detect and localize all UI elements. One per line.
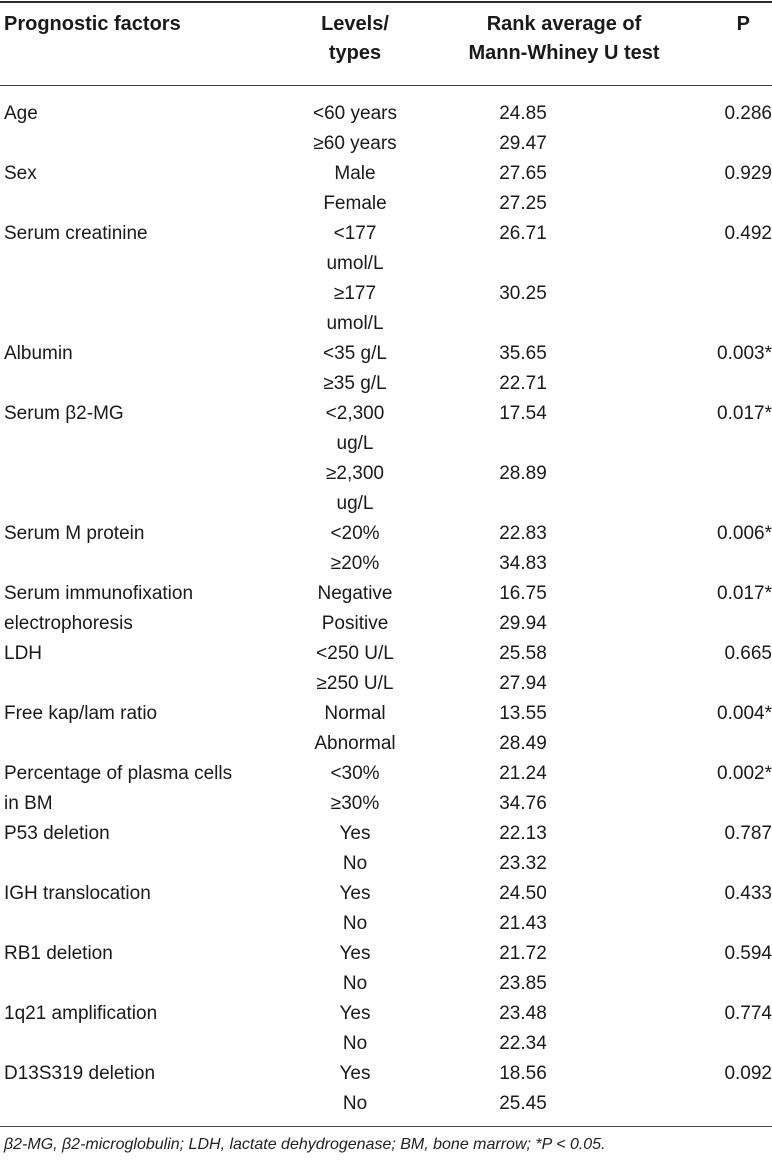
cell-level-type: Yes	[339, 1063, 371, 1084]
cell-level-type: Abnormal	[314, 733, 396, 754]
cell-rank-average: 18.56	[499, 1063, 547, 1084]
table-row	[0, 849, 772, 879]
cell-level-type: No	[342, 853, 368, 874]
cell-rank-average: 25.58	[499, 643, 547, 664]
table-row	[0, 699, 772, 729]
table-row	[0, 459, 772, 489]
cell-rank-average: 28.89	[499, 463, 547, 484]
cell-level-type: Yes	[339, 1003, 371, 1024]
cell-prognostic-factor: Percentage of plasma cells	[4, 763, 233, 784]
cell-level-type: ≥250 U/L	[316, 673, 394, 694]
cell-level-type: Positive	[321, 613, 389, 634]
table-row	[0, 759, 772, 789]
cell-rank-average: 22.13	[499, 823, 547, 844]
cell-rank-average: 34.76	[499, 793, 547, 814]
cell-p-value: 0.004*	[717, 703, 772, 724]
table-row	[0, 579, 772, 609]
cell-prognostic-factor: Serum β2-MG	[4, 403, 124, 424]
cell-level-type: Female	[323, 193, 387, 214]
table-row	[0, 429, 772, 459]
cell-rank-average: 23.32	[499, 853, 547, 874]
cell-p-value: 0.092	[724, 1063, 772, 1084]
table-row	[0, 279, 772, 309]
cell-rank-average: 23.85	[499, 973, 547, 994]
cell-level-type: No	[342, 1033, 368, 1054]
table-header	[0, 10, 772, 76]
cell-level-type: <250 U/L	[316, 643, 394, 664]
table-row	[0, 519, 772, 549]
table-row	[0, 939, 772, 969]
cell-rank-average: 35.65	[499, 343, 547, 364]
table-footnote: β2-MG, β2-microglobulin; LDH, lactate dehydrogenase; BM, bone marrow; *P < 0.05.	[4, 1136, 606, 1153]
table-row	[0, 639, 772, 669]
cell-level-type: <60 years	[313, 103, 397, 124]
cell-rank-average: 30.25	[499, 283, 547, 304]
cell-rank-average: 28.49	[499, 733, 547, 754]
cell-level-type: umol/L	[326, 313, 384, 334]
cell-rank-average: 21.72	[499, 943, 547, 964]
table-row	[0, 369, 772, 399]
table-row	[0, 1089, 772, 1119]
cell-prognostic-factor: Serum immunofixation	[4, 583, 194, 604]
header-level-line2: types	[328, 42, 382, 64]
cell-p-value: 0.787	[724, 823, 772, 844]
cell-rank-average: 22.71	[499, 373, 547, 394]
table-row	[0, 489, 772, 519]
cell-level-type: ug/L	[336, 493, 374, 514]
cell-prognostic-factor: Serum creatinine	[4, 223, 148, 244]
cell-rank-average: 24.85	[499, 103, 547, 124]
cell-prognostic-factor: RB1 deletion	[4, 943, 113, 964]
table-row	[0, 159, 772, 189]
cell-rank-average: 29.47	[499, 133, 547, 154]
cell-level-type: <20%	[330, 523, 380, 544]
table-row	[0, 879, 772, 909]
header-level-line1: Levels/	[321, 13, 389, 35]
cell-level-type: Male	[334, 163, 376, 184]
table-row	[0, 1029, 772, 1059]
cell-prognostic-factor: 1q21 amplification	[4, 1003, 158, 1024]
cell-prognostic-factor: electrophoresis	[4, 613, 133, 634]
table-row	[0, 99, 772, 129]
cell-level-type: No	[342, 1093, 368, 1114]
cell-level-type: ≥177	[333, 283, 377, 304]
cell-rank-average: 29.94	[499, 613, 547, 634]
cell-prognostic-factor: LDH	[4, 643, 43, 664]
table-bottom-rule	[0, 1126, 772, 1127]
cell-p-value: 0.433	[724, 883, 772, 904]
cell-rank-average: 21.24	[499, 763, 547, 784]
cell-prognostic-factor: Sex	[4, 163, 37, 184]
cell-rank-average: 25.45	[499, 1093, 547, 1114]
cell-p-value: 0.006*	[717, 523, 772, 544]
table-top-rule	[0, 1, 772, 3]
cell-p-value: 0.003*	[717, 343, 772, 364]
cell-level-type: ≥2,300	[326, 463, 384, 484]
table-body	[0, 99, 772, 1119]
header-rank-average	[434, 10, 694, 68]
cell-rank-average: 22.34	[499, 1033, 547, 1054]
cell-level-type: Negative	[317, 583, 393, 604]
header-factor-text: Prognostic factors	[4, 13, 181, 35]
cell-rank-average: 24.50	[499, 883, 547, 904]
cell-p-value: 0.665	[724, 643, 772, 664]
cell-rank-average: 27.94	[499, 673, 547, 694]
cell-level-type: No	[342, 913, 368, 934]
cell-level-type: No	[342, 973, 368, 994]
cell-prognostic-factor: in BM	[4, 793, 53, 814]
cell-level-type: ≥35 g/L	[323, 373, 387, 394]
table-row	[0, 189, 772, 219]
cell-prognostic-factor: IGH translocation	[4, 883, 151, 904]
table-row	[0, 819, 772, 849]
cell-prognostic-factor: Age	[4, 103, 38, 124]
table-row	[0, 1059, 772, 1089]
cell-rank-average: 27.65	[499, 163, 547, 184]
cell-level-type: <35 g/L	[323, 343, 387, 364]
cell-rank-average: 16.75	[499, 583, 547, 604]
cell-rank-average: 27.25	[499, 193, 547, 214]
cell-level-type: umol/L	[326, 253, 384, 274]
table-row	[0, 219, 772, 249]
cell-p-value: 0.929	[724, 163, 772, 184]
table-row	[0, 399, 772, 429]
header-prognostic-factors	[4, 10, 181, 39]
cell-level-type: Yes	[339, 883, 371, 904]
cell-level-type: <177	[333, 223, 377, 244]
cell-p-value: 0.774	[724, 1003, 772, 1024]
cell-rank-average: 26.71	[499, 223, 547, 244]
cell-level-type: Yes	[339, 823, 371, 844]
table-row	[0, 729, 772, 759]
table-row	[0, 249, 772, 279]
table-row	[0, 969, 772, 999]
cell-rank-average: 34.83	[499, 553, 547, 574]
header-p-value	[737, 10, 750, 39]
cell-prognostic-factor: P53 deletion	[4, 823, 110, 844]
cell-level-type: ≥30%	[330, 793, 380, 814]
cell-level-type: ≥20%	[330, 553, 380, 574]
cell-level-type: <2,300	[325, 403, 385, 424]
table-row	[0, 309, 772, 339]
table-row	[0, 999, 772, 1029]
header-divider-rule	[0, 85, 772, 86]
cell-rank-average: 23.48	[499, 1003, 547, 1024]
cell-rank-average: 13.55	[499, 703, 547, 724]
table-row	[0, 129, 772, 159]
header-levels-types	[300, 10, 410, 68]
header-rank-line1: Rank average of	[486, 13, 642, 35]
cell-level-type: ug/L	[336, 433, 374, 454]
table-row	[0, 549, 772, 579]
cell-p-value: 0.594	[724, 943, 772, 964]
cell-rank-average: 21.43	[499, 913, 547, 934]
cell-level-type: ≥60 years	[313, 133, 397, 154]
header-p-text: P	[736, 13, 750, 35]
cell-p-value: 0.017*	[717, 583, 772, 604]
cell-p-value: 0.492	[724, 223, 772, 244]
cell-prognostic-factor: Albumin	[4, 343, 73, 364]
header-rank-line2: Mann-Whiney U test	[468, 42, 660, 64]
cell-rank-average: 17.54	[499, 403, 547, 424]
cell-prognostic-factor: Free kap/lam ratio	[4, 703, 158, 724]
cell-prognostic-factor: Serum M protein	[4, 523, 145, 544]
table-row	[0, 789, 772, 819]
cell-prognostic-factor: D13S319 deletion	[4, 1063, 156, 1084]
cell-level-type: Normal	[324, 703, 386, 724]
cell-p-value: 0.002*	[717, 763, 772, 784]
cell-p-value: 0.286	[724, 103, 772, 124]
table-row	[0, 909, 772, 939]
cell-rank-average: 22.83	[499, 523, 547, 544]
cell-p-value: 0.017*	[717, 403, 772, 424]
table-row	[0, 609, 772, 639]
cell-level-type: Yes	[339, 943, 371, 964]
table-row	[0, 669, 772, 699]
table-row	[0, 339, 772, 369]
cell-level-type: <30%	[330, 763, 380, 784]
